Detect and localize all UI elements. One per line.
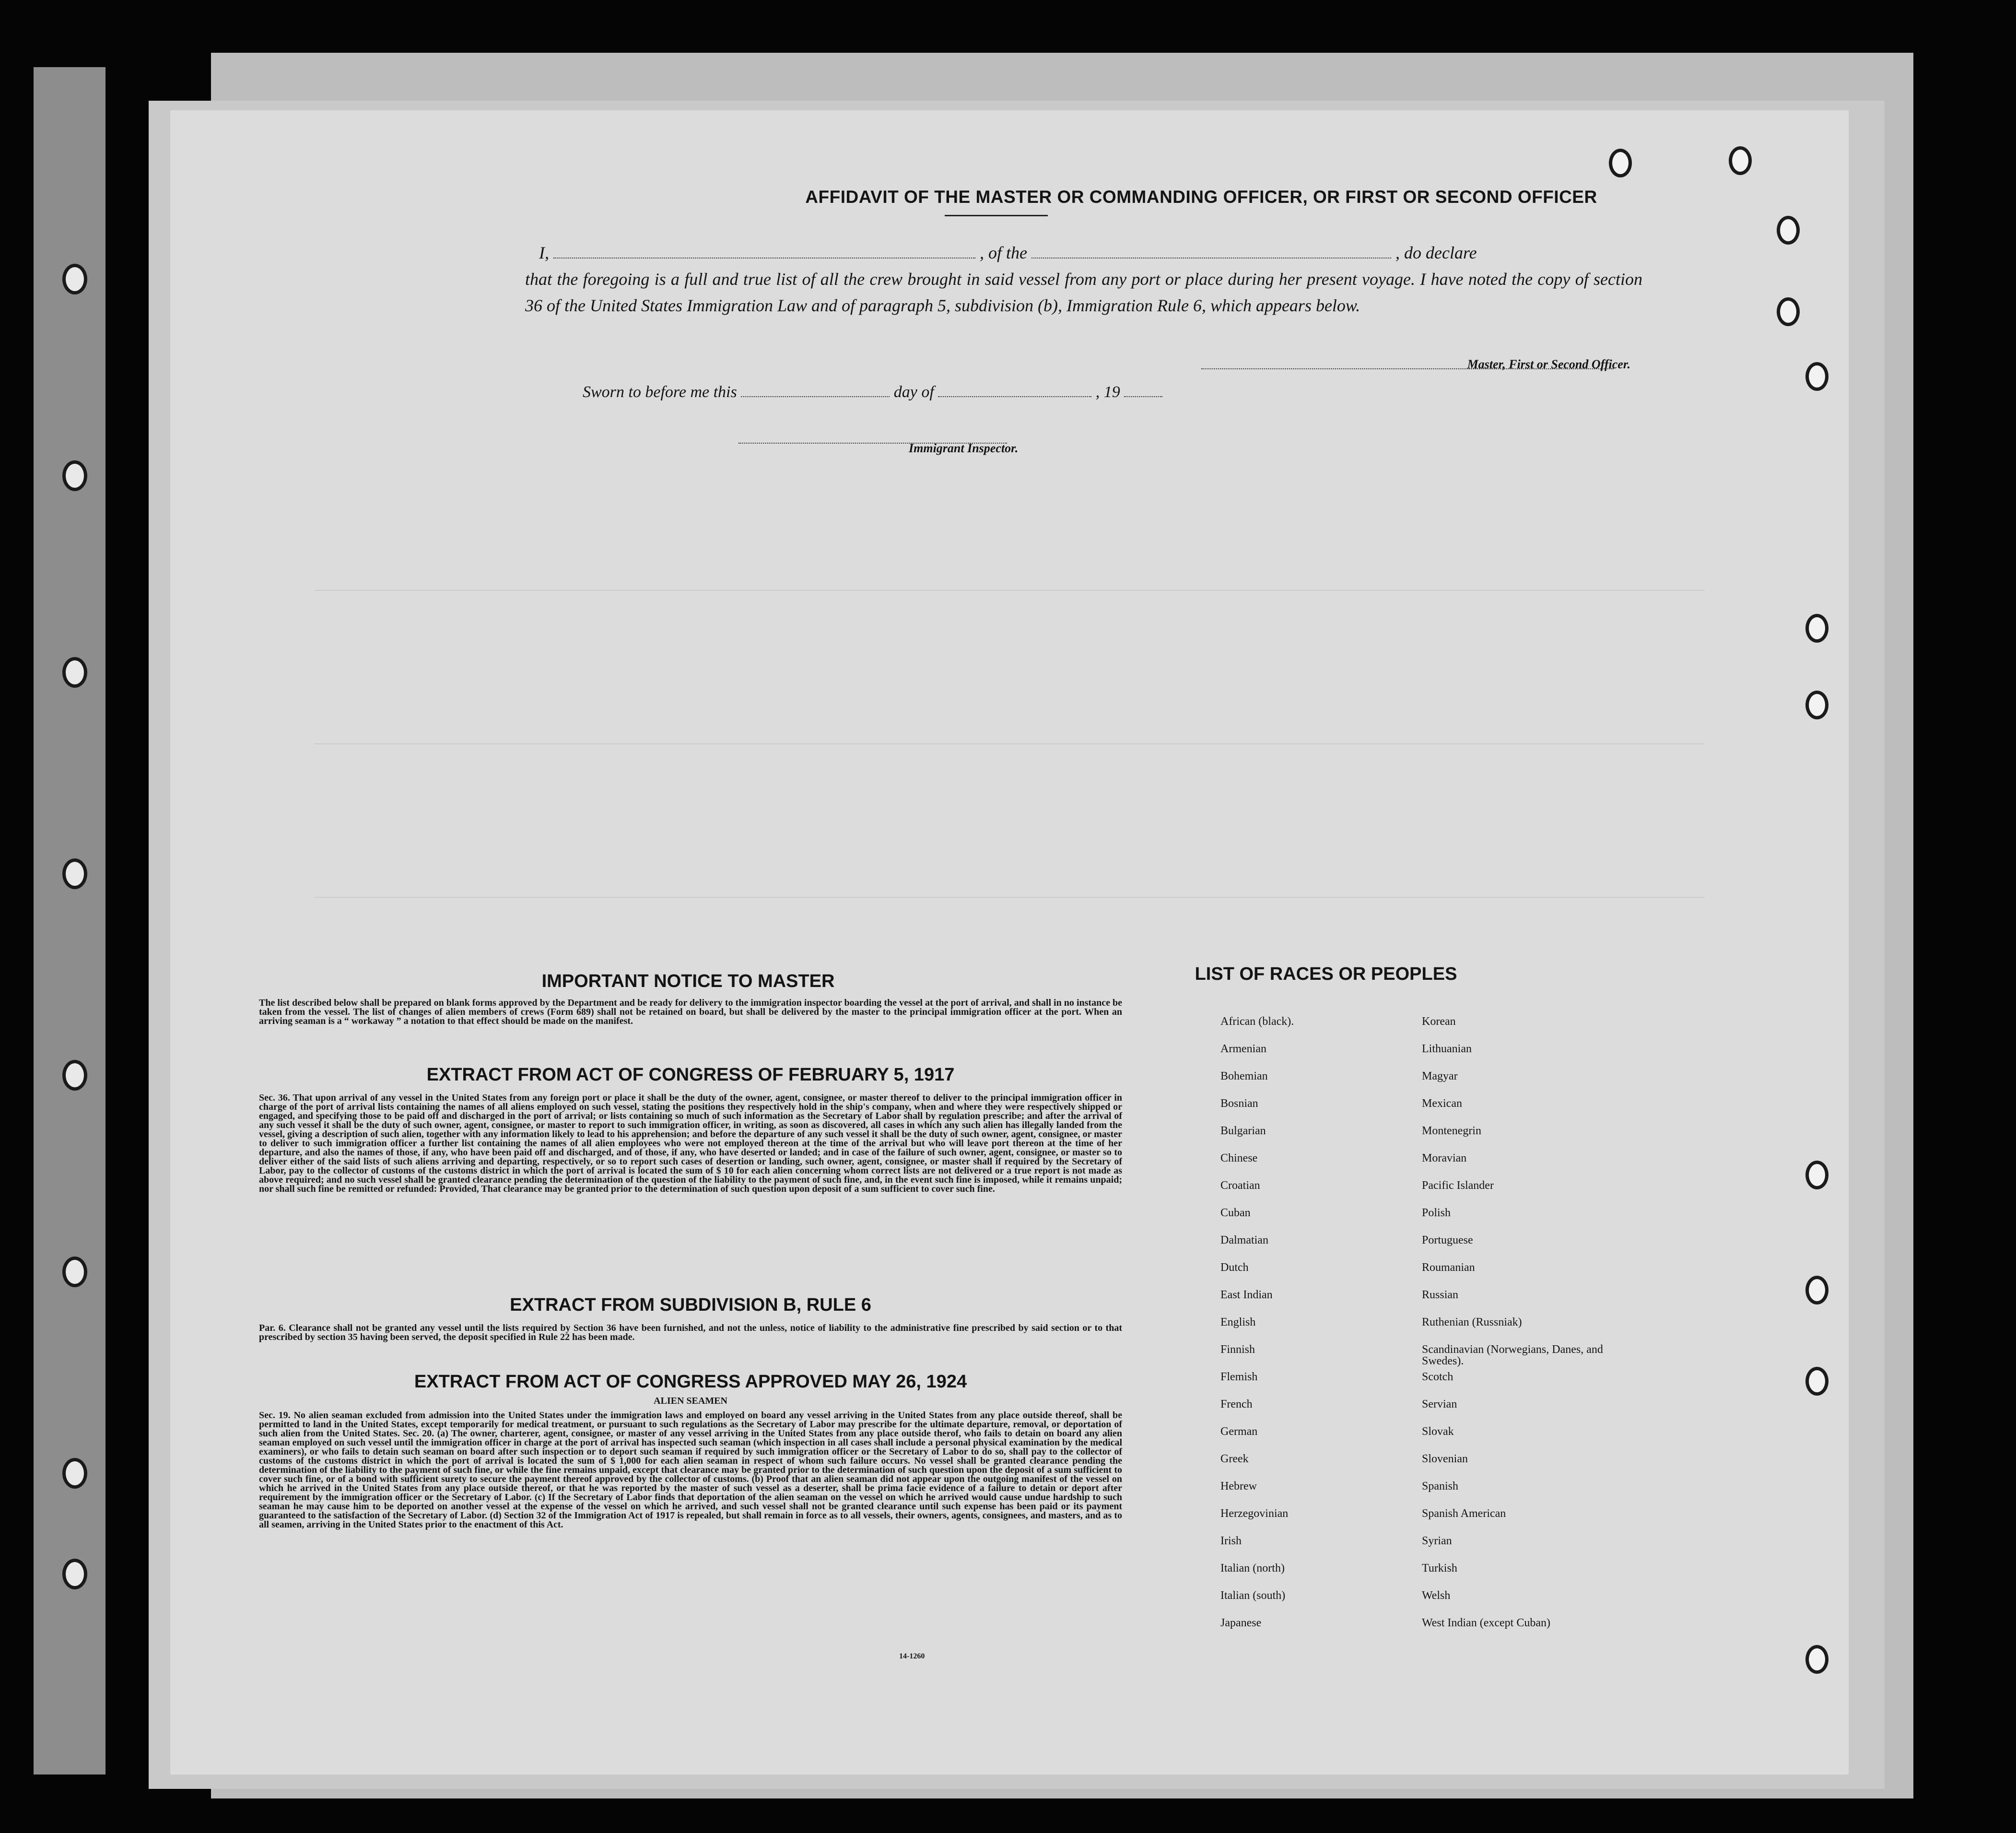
race-item: Italian (north): [1220, 1562, 1285, 1574]
race-item: Roumanian: [1422, 1261, 1475, 1274]
race-item: Bosnian: [1220, 1097, 1258, 1110]
sworn-month-field[interactable]: [938, 383, 1091, 397]
race-item: Finnish: [1220, 1343, 1255, 1356]
extract-1924-title: EXTRACT FROM ACT OF CONGRESS APPROVED MAY 26, 1924: [414, 1372, 967, 1392]
extract-rule6-text: Par. 6. Clearance shall not be granted any vessel until the lists required by Section 36 have been furnished, and not the unless, notice of liability to the administrative fine prescribed by said section or to that prescribed by section 35 having been served, the deposit specified in Rule 22 has been made.: [259, 1323, 1122, 1342]
race-item: French: [1220, 1398, 1253, 1410]
race-item: Armenian: [1220, 1043, 1266, 1055]
punch-hole: [1805, 362, 1828, 391]
race-item: Servian: [1422, 1398, 1457, 1410]
race-item: Chinese: [1220, 1152, 1258, 1164]
vessel-name-field[interactable]: [1031, 244, 1391, 258]
affidavit-page: [170, 110, 1849, 1774]
race-item: Mexican: [1422, 1097, 1462, 1110]
race-item: West Indian (except Cuban): [1422, 1617, 1550, 1629]
race-item: Bohemian: [1220, 1070, 1268, 1082]
race-item: German: [1220, 1425, 1258, 1438]
binder-hole: [62, 657, 87, 688]
race-item: Spanish: [1422, 1480, 1459, 1492]
show-through-line: [314, 590, 1705, 591]
binder-hole: [62, 1559, 87, 1589]
extract-1924-text: Sec. 19. No alien seaman excluded from admission into the United States under the immigration laws and employed on board any vessel arriving in the United States from any place outside thereof, shall be permitted to land in the United States, except temporarily for medical treatment, or pursuant to such regulations as the Secretary of Labor may prescribe for the ultimate departure, removal, or deportation of such alien from the United States. Sec. 20. (a) The owner, charterer, agent, consignee, or master of any vessel arriving in the United States from any place outside therof, who fails to detain on board any alien seaman employed on such vessel until the immigration officer in charge at the port of arrival has inspected such seaman (which inspection in all cases shall include a personal physical examination by the medical examiners), or who fails to detain such seaman on board after such inspection or to deport such seaman if required by such immigration officer or the Secretary of Labor to do so, shall pay to the collector of customs of the customs district in which the port of arrival is located the sum of $ 1,000 for each alien seaman in respect of whom such failure occurs. No vessel shall be granted clearance pending the determination of the liability to the payment of such fine, or while the fine remains unpaid, except that clearance may be granted prior to the determination of such question upon the deposit of a sum sufficient to cover such fine, or of a bond with sufficient surety to secure the payment thereof approved by the collector of customs. (b) Proof that an alien seaman did not appear upon the outgoing manifest of the vessel on which he arrived in the United States from any place outside thereof, or that he was reported by the master of such vessel as a deserter, shall be prima facie evidence of a failure to detain or deport after requirement by the immigration officer or the Secretary of Labor. (c) If the Secretary of Labor finds that deportation of the alien seaman on the vessel on which he arrived would cause undue hardship to such seaman he may cause him to be deported on another vessel at the expense of the vessel on which he arrived, and such vessel shall not be granted clearance until such expense has been paid or its payment guaranteed to the satisfaction of the Secretary of Labor. (d) Section 32 of the Immigration Act of 1917 is repealed, but shall remain in force as to all vessels, their owners, agents, consignees, and masters, and as to all seamen, arriving in the United States prior to the enactment of this Act.: [259, 1410, 1122, 1530]
race-item: Ruthenian (Russniak): [1422, 1316, 1522, 1328]
declare-label: , do declare: [1395, 243, 1477, 262]
race-item: African (black).: [1220, 1015, 1294, 1028]
extract-1917-title: EXTRACT FROM ACT OF CONGRESS OF FEBRUARY 5, 1917: [426, 1065, 955, 1085]
binder-hole: [62, 1458, 87, 1489]
year-label: , 19: [1095, 383, 1120, 401]
title-rule: [945, 215, 1048, 216]
extract-1924-subtitle: ALIEN SEAMEN: [654, 1396, 727, 1406]
race-item: Polish: [1422, 1207, 1451, 1219]
race-item: Cuban: [1220, 1207, 1251, 1219]
show-through-line: [314, 897, 1705, 898]
punch-hole: [1805, 1276, 1828, 1304]
race-item: Pacific Islander: [1422, 1179, 1494, 1192]
vessel-label: , of the: [980, 243, 1027, 262]
declaration-line: [525, 240, 1642, 266]
binder-hole: [62, 1257, 87, 1287]
race-item: East Indian: [1220, 1289, 1273, 1301]
race-item: Magyar: [1422, 1070, 1458, 1082]
race-item: Syrian: [1422, 1535, 1452, 1547]
race-item: Spanish American: [1422, 1507, 1506, 1520]
notice-title: IMPORTANT NOTICE TO MASTER: [541, 971, 835, 991]
race-item: Flemish: [1220, 1371, 1258, 1383]
race-item: Russian: [1422, 1289, 1459, 1301]
declarant-name-field[interactable]: [553, 244, 975, 258]
inspector-signature-label: Immigrant Inspector.: [909, 441, 1019, 455]
punch-hole: [1729, 146, 1752, 175]
punch-hole: [1805, 1367, 1828, 1396]
race-item: Slovak: [1422, 1425, 1454, 1438]
punch-hole: [1777, 297, 1800, 326]
race-item: Slovenian: [1422, 1453, 1468, 1465]
affidavit-title: AFFIDAVIT OF THE MASTER OR COMMANDING OFFICER, OR FIRST OR SECOND OFFICER: [805, 187, 1597, 207]
race-item: Turkish: [1422, 1562, 1457, 1574]
day-of-label: day of: [893, 383, 934, 401]
affidavit-statement: that the foregoing is a full and true list of all the crew brought in said vessel from any port or place during her present voyage. I have noted the copy of section 36 of the United States Immigration Law and of paragraph 5, subdivision (b), Immigration Rule 6, which appears below.: [525, 270, 1642, 315]
sworn-day-field[interactable]: [741, 383, 890, 397]
master-signature-label: Master, First or Second Officer.: [1467, 357, 1630, 371]
race-item: Bulgarian: [1220, 1125, 1266, 1137]
race-item: Korean: [1422, 1015, 1456, 1028]
race-item: Hebrew: [1220, 1480, 1257, 1492]
race-item: Scotch: [1422, 1371, 1453, 1383]
race-item: Italian (south): [1220, 1589, 1286, 1602]
race-item: Scandinavian (Norwegians, Danes, and Swedes).: [1422, 1343, 1603, 1367]
race-item: Croatian: [1220, 1179, 1260, 1192]
binder-hole: [62, 460, 87, 491]
race-item: Herzegovinian: [1220, 1507, 1289, 1520]
binder-hole: [62, 264, 87, 294]
race-item: Greek: [1220, 1453, 1249, 1465]
punch-hole: [1777, 216, 1800, 245]
race-item: Portuguese: [1422, 1234, 1473, 1246]
sworn-label: Sworn to before me this: [583, 383, 737, 401]
races-title: LIST OF RACES OR PEOPLES: [1195, 964, 1457, 984]
races-right-column: [1422, 1016, 1623, 1645]
race-item: Irish: [1220, 1535, 1242, 1547]
punch-hole: [1805, 1161, 1828, 1189]
race-item: Dutch: [1220, 1261, 1249, 1274]
binder-strip: [34, 67, 105, 1774]
affidavit-body: [525, 240, 1642, 319]
race-item: Japanese: [1220, 1617, 1262, 1629]
sworn-year-field[interactable]: [1124, 383, 1162, 397]
notice-text: The list described below shall be prepared on blank forms approved by the Department and be ready for delivery to the immigration inspector boarding the vessel at the port of arrival, and shall in no instance be taken from the vessel. The list of changes of alien members of crews (Form 689) shall not be retained on board, but shall be delivered by the master to the principal immigration officer at the port. When an arriving seaman is a “ workaway ” a notation to that effect should be made on the manifest.: [259, 998, 1122, 1026]
race-item: English: [1220, 1316, 1256, 1328]
race-item: Welsh: [1422, 1589, 1451, 1602]
punch-hole: [1609, 149, 1632, 177]
form-number: 14-1260: [899, 1652, 925, 1660]
punch-hole: [1805, 691, 1828, 719]
punch-hole: [1805, 614, 1828, 643]
extract-rule6-title: EXTRACT FROM SUBDIVISION B, RULE 6: [510, 1295, 871, 1315]
extract-1917-text: Sec. 36. That upon arrival of any vessel in the United States from any foreign port or place it shall be the duty of the owner, agent, consignee, or master thereof to deliver to the principal immigration officer in charge of the port of arrival lists containing the names of all aliens employed on such vessel, stating the positions they respectively hold in the ship's company, when and where they were respectively shipped or engaged, and specifying those to be paid off and discharged in the port of arrival; or lists containing so much of such information as the Secretary of Labor shall by regulation prescribe; and after the arrival of any such vessel it shall be the duty of such owner, agent, consignee, or master to report to such immigration officer, in writing, as soon as discovered, all cases in which any such alien has illegally landed from the vessel, giving a description of such alien, together with any information likely to lead to his apprehension; and before the departure of any such vessel it shall be the duty of such owner, agent, consignee, or master to deliver to such immigration officer a further list containing the names of all alien employees who were not employed thereon at the time of the arrival but who will leave port thereon at the time of her departure, and also the names of those, if any, who have been paid off and discharged, and of those, if any, who have deserted or landed; and in case of the failure of such owner, agent, consignee, or master so to deliver either of the said lists of such aliens arriving and departing, respectively, or so to report such cases of desertion or landing, such owner, agent, consignee, or master shall if required by the Secretary of Labor, pay to the collector of customs of the customs district in which the port of arrival is located the sum of $ 10 for each alien concerning whom correct lists are not delivered or a true report is not made as above required; and no such vessel shall be granted clearance pending the determination of the question of the liability to the payment of such fine, and, in the event such fine is imposed, while it remains unpaid; nor shall such fine be remitted or refunded: Provided, That clearance may be granted prior to the determination of such question upon deposit of a sum sufficient to cover such fine.: [259, 1093, 1122, 1194]
declarant-label: I,: [539, 243, 549, 262]
races-left-column: [1220, 1016, 1374, 1645]
sworn-line: [583, 383, 1162, 401]
binder-hole: [62, 858, 87, 889]
race-item: Moravian: [1422, 1152, 1467, 1164]
show-through-line: [314, 743, 1705, 744]
punch-hole: [1805, 1645, 1828, 1674]
race-item: Dalmatian: [1220, 1234, 1268, 1246]
race-item: Montenegrin: [1422, 1125, 1481, 1137]
race-item: Lithuanian: [1422, 1043, 1472, 1055]
binder-hole: [62, 1060, 87, 1091]
